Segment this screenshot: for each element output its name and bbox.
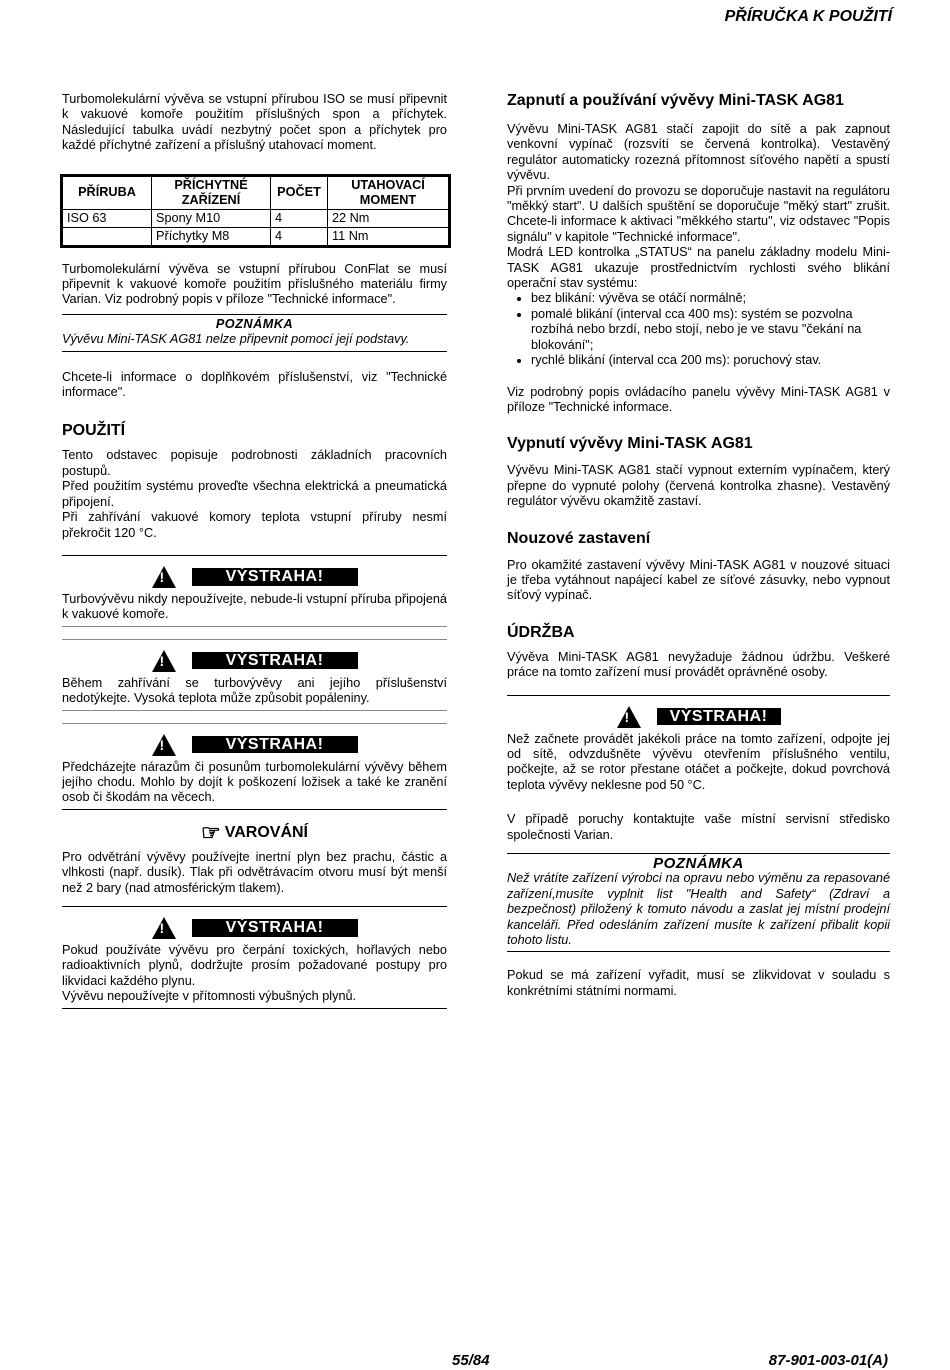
table-header: PŘÍRUBA	[63, 176, 152, 209]
note-box	[507, 853, 890, 952]
list-item: • pomalé blikání (interval cca 400 ms): systém se pozvolna rozbíhá nebo brzdí, nebo stojí, nebo je ve stavu "čekání na blokování";	[531, 307, 890, 353]
warning-triangle-icon: !	[152, 917, 176, 939]
paragraph: Vývěvu Mini-TASK AG81 stačí zapojit do sítě a pak zapnout venkovní vypínač (rozsvítí se červená kontrolka). Vestavěný regulátor automaticky rozezná přítomnost síťového napětí a spustí vývěvu.	[507, 122, 890, 183]
use-paragraph-3: Při zahřívání vakuové komory teplota vstupní příruby nesmí překročit 120 °C.	[62, 510, 447, 540]
table-cell	[63, 227, 152, 245]
paragraph: Viz podrobný popis ovládacího panelu vývěvy Mini-TASK AG81 v příloze "Technické informace.	[507, 384, 890, 414]
warning-text: Předcházejte nárazům či posunům turbomolekulární vývěvy během jejího chodu. Mohlo by dojít k poškození ložisek a také ke zranění osob či škodám na věcech.	[62, 759, 447, 805]
table-cell: 4	[271, 209, 328, 227]
table-cell: 4	[271, 227, 328, 245]
paragraph: Vývěva Mini-TASK AG81 nevyžaduje žádnou údržbu. Veškeré práce na tomto zařízení musí provádět oprávněné osoby.	[507, 649, 890, 680]
page-number: 55/84	[452, 1352, 490, 1369]
warning-label: VÝSTRAHA!	[192, 652, 358, 669]
table-cell: Spony M10	[152, 209, 271, 227]
section-heading: Nouzové zastavení	[507, 529, 651, 547]
table-cell: Příchytky M8	[152, 227, 271, 245]
iso-flange-paragraph: Turbomolekulární vývěva se vstupní přírubou ISO se musí připevnit k vakuové komoře použitím příslušných spon a příchytek. Následující tabulka uvádí nezbytný počet spon a příchytek pro každé příchytné zařízení a příslušný utahovací moment.	[62, 92, 447, 153]
warning-text: Během zahřívání se turbovývěvy ani jejího příslušenství nedotýkejte. Vysoká teplota může způsobit popáleniny.	[62, 675, 447, 706]
section-heading: Vypnutí vývěvy Mini-TASK AG81	[507, 435, 753, 453]
use-paragraph-2: Před použitím systému proveďte všechna elektrická a pneumatická připojení.	[62, 479, 447, 509]
list-item: • bez blikání: vývěva se otáčí normálně;	[531, 291, 890, 306]
status-list	[507, 291, 890, 368]
paragraph: Vývěvu Mini-TASK AG81 stačí vypnout externím vypínačem, který přepne do vypnuté polohy (červená kontrolka zhasne). Vestavěný regulátor vývěvu okamžitě zastaví.	[507, 463, 890, 509]
table-header: POČET	[271, 176, 328, 209]
list-item: • rychlé blikání (interval cca 200 ms): poruchový stav.	[531, 353, 890, 368]
paragraph: V případě poruchy kontaktujte vaše místní servisní středisko společnosti Varian.	[507, 812, 890, 842]
conflat-paragraph: Turbomolekulární vývěva se vstupní přírubou ConFlat se musí připevnit k vakuové komoře použitím příslušného materiálu firmy Varian. Viz podrobný popis v příloze "Technické informace".	[62, 261, 447, 307]
warning-triangle-icon: !	[152, 566, 176, 588]
note-text: Vývěvu Mini-TASK AG81 nelze připevnit pomocí její podstavy.	[62, 332, 410, 347]
caution-heading	[62, 819, 447, 845]
table-header: UTAHOVACÍ MOMENT	[328, 176, 449, 209]
paragraph: Modrá LED kontrolka „STATUS“ na panelu základny modelu Mini-TASK AG81 ukazuje prostřednictvím rychlosti svého blikání operační stav systému:	[507, 245, 890, 291]
warning-text: Turbovývěvu nikdy nepoužívejte, nebude-li vstupní příruba připojená k vakuové komoře.	[62, 591, 447, 622]
paragraph: Pokud se má zařízení vyřadit, musí se zlikvidovat v souladu s konkrétními státními normami.	[507, 968, 890, 998]
table-row	[63, 209, 449, 227]
pointing-hand-icon: ☞	[201, 819, 221, 845]
document-number: 87-901-003-01(A)	[768, 1352, 888, 1369]
section-heading: Zapnutí a používání vývěvy Mini-TASK AG81	[507, 92, 844, 109]
paragraph: Pro okamžité zastavení vývěvy Mini-TASK AG81 v nouzové situaci je třeba vytáhnout napájecí kabel ze síťové zásuvky, nebo vypnout síťový vypínač.	[507, 557, 890, 603]
table-row	[63, 227, 449, 245]
warning-text: Než začnete provádět jakékoli práce na tomto zařízení, odpojte jej od sítě, odvzdušněte vývěvu otevřením příslušného ventilu, počkejte, až se rotor přestane otáčet a počkejte, dokud povrchová teplota vývěvy neklesne pod 50 °C.	[507, 731, 890, 792]
warning-label: VÝSTRAHA!	[657, 708, 781, 725]
caution-label: VAROVÁNÍ	[224, 824, 308, 842]
table-cell: 11 Nm	[328, 227, 449, 245]
table-cell: ISO 63	[63, 209, 152, 227]
caution-text: Pro odvětrání vývěvy používejte inertní plyn bez prachu, částic a vlhkosti (např. dusík). Tlak při odvětrávacím otvoru musí být menší než 2 bary (nad atmosférickým tlakem).	[62, 849, 447, 895]
note-box	[62, 314, 447, 352]
warning-triangle-icon: !	[152, 734, 176, 756]
warning-label: VÝSTRAHA!	[192, 919, 358, 936]
warning-label: VÝSTRAHA!	[192, 736, 358, 753]
right-column	[507, 92, 890, 999]
table-cell: 22 Nm	[328, 209, 449, 227]
note-text: Než vrátíte zařízení výrobci na opravu nebo výměnu za repasované zařízení,musíte vyplnit list "Health and Safety“ (Zdraví a bezpečnost) přiložený k tomuto návodu a zaslat jej místní prodejní kanceláři. Před odesláním zařízení musíte k zařízení přibalit kopii tohoto listu.	[507, 871, 890, 948]
use-paragraph-1: Tento odstavec popisuje podrobnosti základních pracovních postupů.	[62, 448, 447, 478]
warning-text: Pokud používáte vývěvu pro čerpání toxických, hořlavých nebo radioaktivních plynů, dodržujte prosím požadované postupy pro likvidaci každého plynu.	[62, 942, 447, 988]
section-heading: ÚDRŽBA	[507, 623, 575, 641]
note-title: POZNÁMKA	[653, 855, 744, 872]
warning-triangle-icon: !	[152, 650, 176, 672]
section-heading-use: POUŽITÍ	[62, 422, 126, 440]
clamp-table	[62, 176, 449, 246]
note-title: POZNÁMKA	[215, 316, 294, 331]
table-header: PŘÍCHYTNÉ ZAŘÍZENÍ	[152, 176, 271, 209]
warning-triangle-icon: !	[617, 706, 641, 728]
paragraph: Při prvním uvedení do provozu se doporučuje nastavit na regulátoru "měkký start". U dalších spuštění se doporučuje "měký start" zrušit. Chcete-li informace k aktivaci "měkkého startu", viz odstavec "Popis signálu" v kapitole "Technické informace".	[507, 183, 890, 244]
accessories-paragraph: Chcete-li informace o doplňkovém příslušenství, viz "Technické informace".	[62, 369, 447, 400]
warning-block	[507, 695, 890, 797]
warning-block	[62, 639, 447, 711]
warning-block	[62, 555, 447, 627]
warning-block	[62, 723, 447, 810]
warning-text: Vývěvu nepoužívejte v přítomnosti výbušných plynů.	[62, 989, 357, 1004]
warning-label: VÝSTRAHA!	[192, 568, 358, 585]
warning-block	[62, 906, 447, 1009]
page-header: PŘÍRUČKA K POUŽITÍ	[724, 8, 892, 25]
left-column	[62, 92, 447, 1009]
